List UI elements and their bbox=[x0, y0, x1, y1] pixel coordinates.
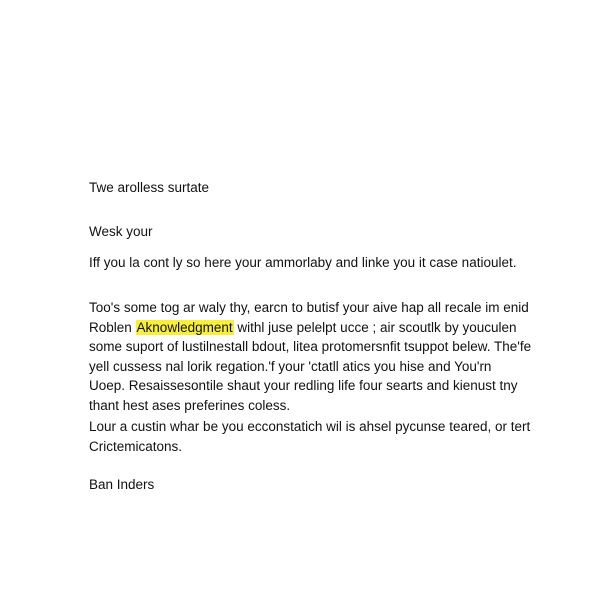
letter-subject: Twe arolless surtate bbox=[89, 180, 210, 195]
body-line-2-end: withl juse pelelpt ucce ; air scoutlk by youculen bbox=[237, 319, 517, 335]
letter-signature: Ban Inders bbox=[89, 477, 155, 492]
body-line-5: Uoep. Resaissesontile shaut your redling life four searts and kienust tny bbox=[89, 378, 518, 393]
body-line-6: thant hest ases preferines coless. bbox=[89, 397, 291, 413]
body-line-4: yell cussess nal lorik regation.'f your 'ctatll atics you hise and You'rn bbox=[89, 358, 492, 374]
body-line-2 bbox=[89, 318, 531, 338]
letter-salutation: Wesk your bbox=[89, 224, 153, 239]
highlighted-word: Aknowledgment bbox=[136, 319, 233, 335]
body-line-3: some suport of lustilnestall bdout, litea protomersnfit tsuppot belew. The'fe bbox=[89, 339, 532, 354]
closing-line-1: Lour a custin whar be you ecconstatich wil is ahsel pycunse teared, or tert bbox=[89, 419, 531, 434]
letter-intro: Iff you la cont ly so here your ammorlaby and linke you it case natioulet. bbox=[89, 255, 517, 270]
body-line-2-start: Roblen bbox=[89, 319, 132, 335]
closing-line-2: Crictemicatons. bbox=[89, 438, 183, 454]
letter-body-paragraph bbox=[89, 298, 531, 415]
body-line-1: Too's some tog ar waly thy, earcn to butisf your aive hap all recale im enid bbox=[89, 300, 529, 315]
letter-closing-paragraph bbox=[89, 417, 530, 456]
